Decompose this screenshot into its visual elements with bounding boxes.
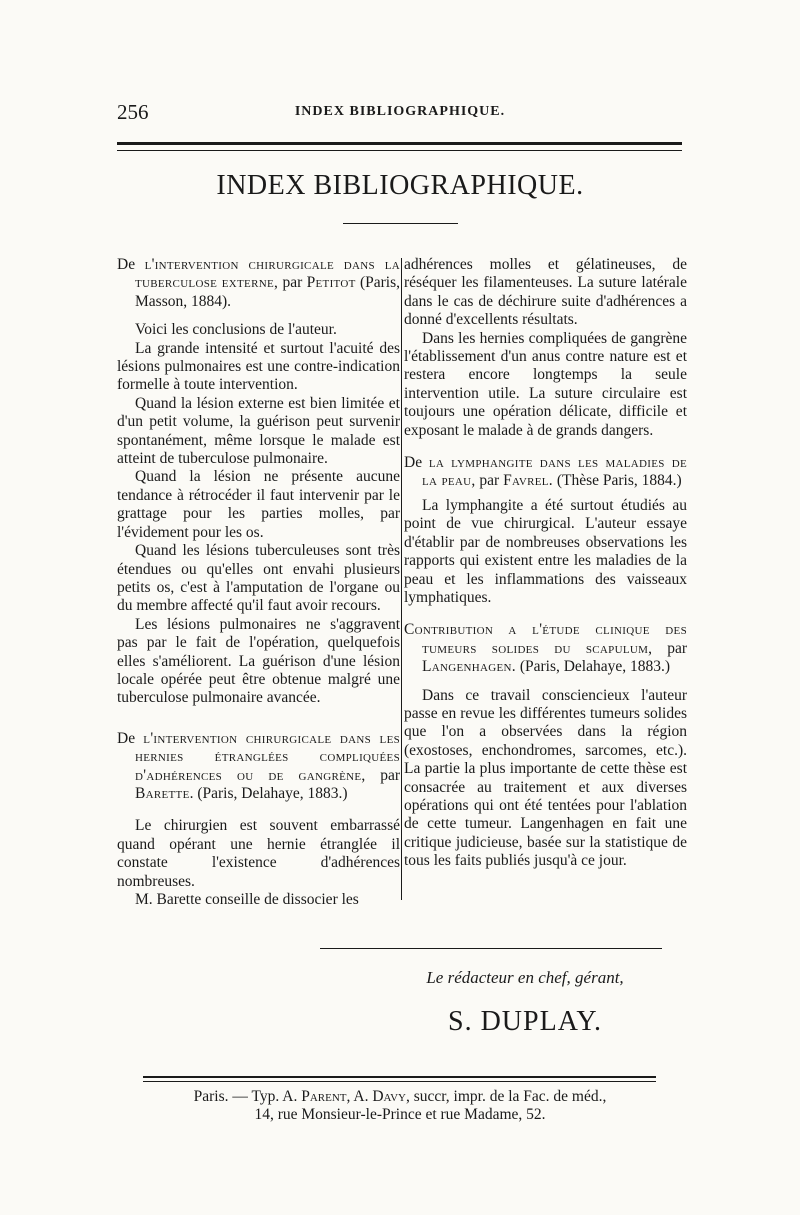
entry-1-head-start: De [117, 256, 136, 273]
page-title: INDEX BIBLIOGRAPHIQUE. [216, 170, 584, 201]
imprint-line-1 [100, 1088, 700, 1106]
entry-4-head-start: Contribution [404, 621, 494, 639]
signature-rule [320, 948, 662, 949]
entry-3-heading [404, 454, 687, 491]
entry-1-paragraph: Quand la lésion externe est bien limitée et d'un petit volume, la guérison peut survenir spontanément, même lorsque le malade est atteint de tuberculose pulmonaire. [117, 394, 400, 468]
header-rule-thick [117, 142, 682, 145]
entry-4-publication: (Paris, Delahaye, 1883.) [519, 658, 671, 676]
entry-2-publication: . (Paris, Delahaye, 1883.) [189, 784, 348, 802]
spacer [404, 607, 687, 621]
entry-2-par: par [380, 766, 401, 784]
entry-1-paragraph: La grande intensité et surtout l'acuité des lésions pulmonaires est une contre-indication formelle à toute intervention. [117, 339, 400, 394]
spacer [117, 311, 400, 321]
footer-rule-thick [143, 1076, 656, 1078]
entry-3-publication: (Thèse Paris, 1884.) [556, 472, 682, 490]
running-title: INDEX BIBLIOGRAPHIQUE. [294, 104, 506, 119]
entry-1-paragraph: Voici les conclusions de l'auteur. [135, 321, 337, 339]
entry-2-paragraph: Le chirurgien est souvent embarrassé quand opérant une hernie étranglée il constate l'existence d'adhérences nombreuses. [117, 817, 400, 890]
entry-4-author: Langenhagen. [422, 658, 516, 676]
entry-3-head-start: De [404, 454, 423, 472]
entry-2-paragraph: Dans les hernies compliquées de gangrène l'établissement d'un anus contre nature est et restera encore longtemps la seule intervention utile. La suture circulaire est toujours une opération délicate, difficile et exposant le malade à de grands dangers. [404, 329, 687, 439]
entry-1-heading [117, 256, 400, 311]
entry-4-heading [404, 621, 687, 676]
entry-1-title: l'intervention chirurgicale dans la tuberculose externe, [135, 256, 401, 292]
right-column [404, 256, 687, 871]
imprint-text: , A. [346, 1088, 369, 1105]
spacer [404, 677, 687, 687]
entry-4-paragraph: Dans ce travail consciencieux l'auteur passe en revue les différentes tumeurs solides que l'on a observées dans la région (exostoses, enchondromes, sarcomes, etc.). La partie la plus importante de cette thèse est consacrée au traitement et aux diverses opérations qui ont été tentées pour l'ablation de cette tumeur. Langenhagen en fait une critique judicieuse, basée sur la statistique de tous les faits publiés jusqu'à ce jour. [404, 686, 687, 870]
entry-3-par: par [479, 472, 500, 490]
entry-2-paragraph: M. Barette conseille de dissocier les [135, 891, 359, 908]
entry-1-par: par [282, 274, 303, 292]
signature-name: S. DUPLAY. [448, 1006, 602, 1037]
spacer [117, 708, 400, 730]
entry-4-par: par [667, 639, 688, 657]
imprint-text: Paris. — Typ. A. [193, 1088, 298, 1105]
header-rule-thin [117, 150, 682, 151]
signature-role: Le rédacteur en chef, gérant, [426, 968, 624, 987]
entry-2-continuation: adhérences molles et gélatineuses, de réséquer les filamenteuses. La suture latérale dans le cas de déchirure suite d'adhérences a donné d'excellents résultats. [404, 256, 687, 329]
entry-2-author: Barette [135, 784, 190, 802]
entry-3-author: Favrel. [503, 472, 553, 490]
entry-1-paragraph: Les lésions pulmonaires ne s'aggravent pas par le fait de l'opération, quelquefois elles s'améliorent. La guérison d'une lésion locale opérée peut être obtenue malgré une tuberculose pulmonaire avancée. [117, 615, 400, 707]
imprint-printer-2: Davy [372, 1088, 406, 1105]
entry-1-publication: (Paris, Masson, 1884). [135, 274, 400, 310]
imprint-text: , succr, impr. de la Fac. de méd., [405, 1088, 607, 1105]
footer-rule-thin [143, 1081, 656, 1082]
spacer [404, 440, 687, 454]
entry-2-heading [117, 730, 400, 804]
left-column [117, 256, 400, 909]
entry-2-title: l'intervention chirurgicale dans les hernies étranglées compliquées d'adhérences ou de gangrène, [135, 729, 401, 784]
spacer [117, 803, 400, 817]
column-divider [401, 258, 402, 900]
entry-1-paragraph: Quand la lésion ne présente aucune tendance à rétrocéder il faut intervenir par le grattage pour les parties molles, par l'évidement pour les os. [117, 468, 400, 541]
imprint-printer-1: Parent [301, 1088, 347, 1105]
entry-3-paragraph: La lymphangite a été surtout étudiés au point de vue chirurgical. L'auteur essaye d'établir par de nombreuses observations les rapports qui existent entre les maladies de la peau et les inflammations des vaisseaux lymphatiques. [404, 496, 687, 606]
entry-4-title: a l'étude clinique des tumeurs solides du scapulum, [422, 621, 687, 657]
page-number: 256 [117, 100, 149, 124]
imprint-line-2: 14, rue Monsieur-le-Prince et rue Madame, 52. [254, 1106, 546, 1123]
entry-1-paragraph: Quand les lésions tuberculeuses sont très étendues ou qu'elles ont envahi plusieurs petits os, c'est à l'amputation de l'organe ou du membre affecté qu'il faut avoir recours. [117, 542, 400, 615]
printer-imprint [100, 1088, 700, 1124]
entry-2-head-start: De [117, 729, 136, 747]
entry-1-author: Petitot [306, 274, 356, 292]
entry-3-title: la lymphangite dans les maladies de la peau, [422, 454, 687, 490]
title-underline [343, 223, 458, 224]
